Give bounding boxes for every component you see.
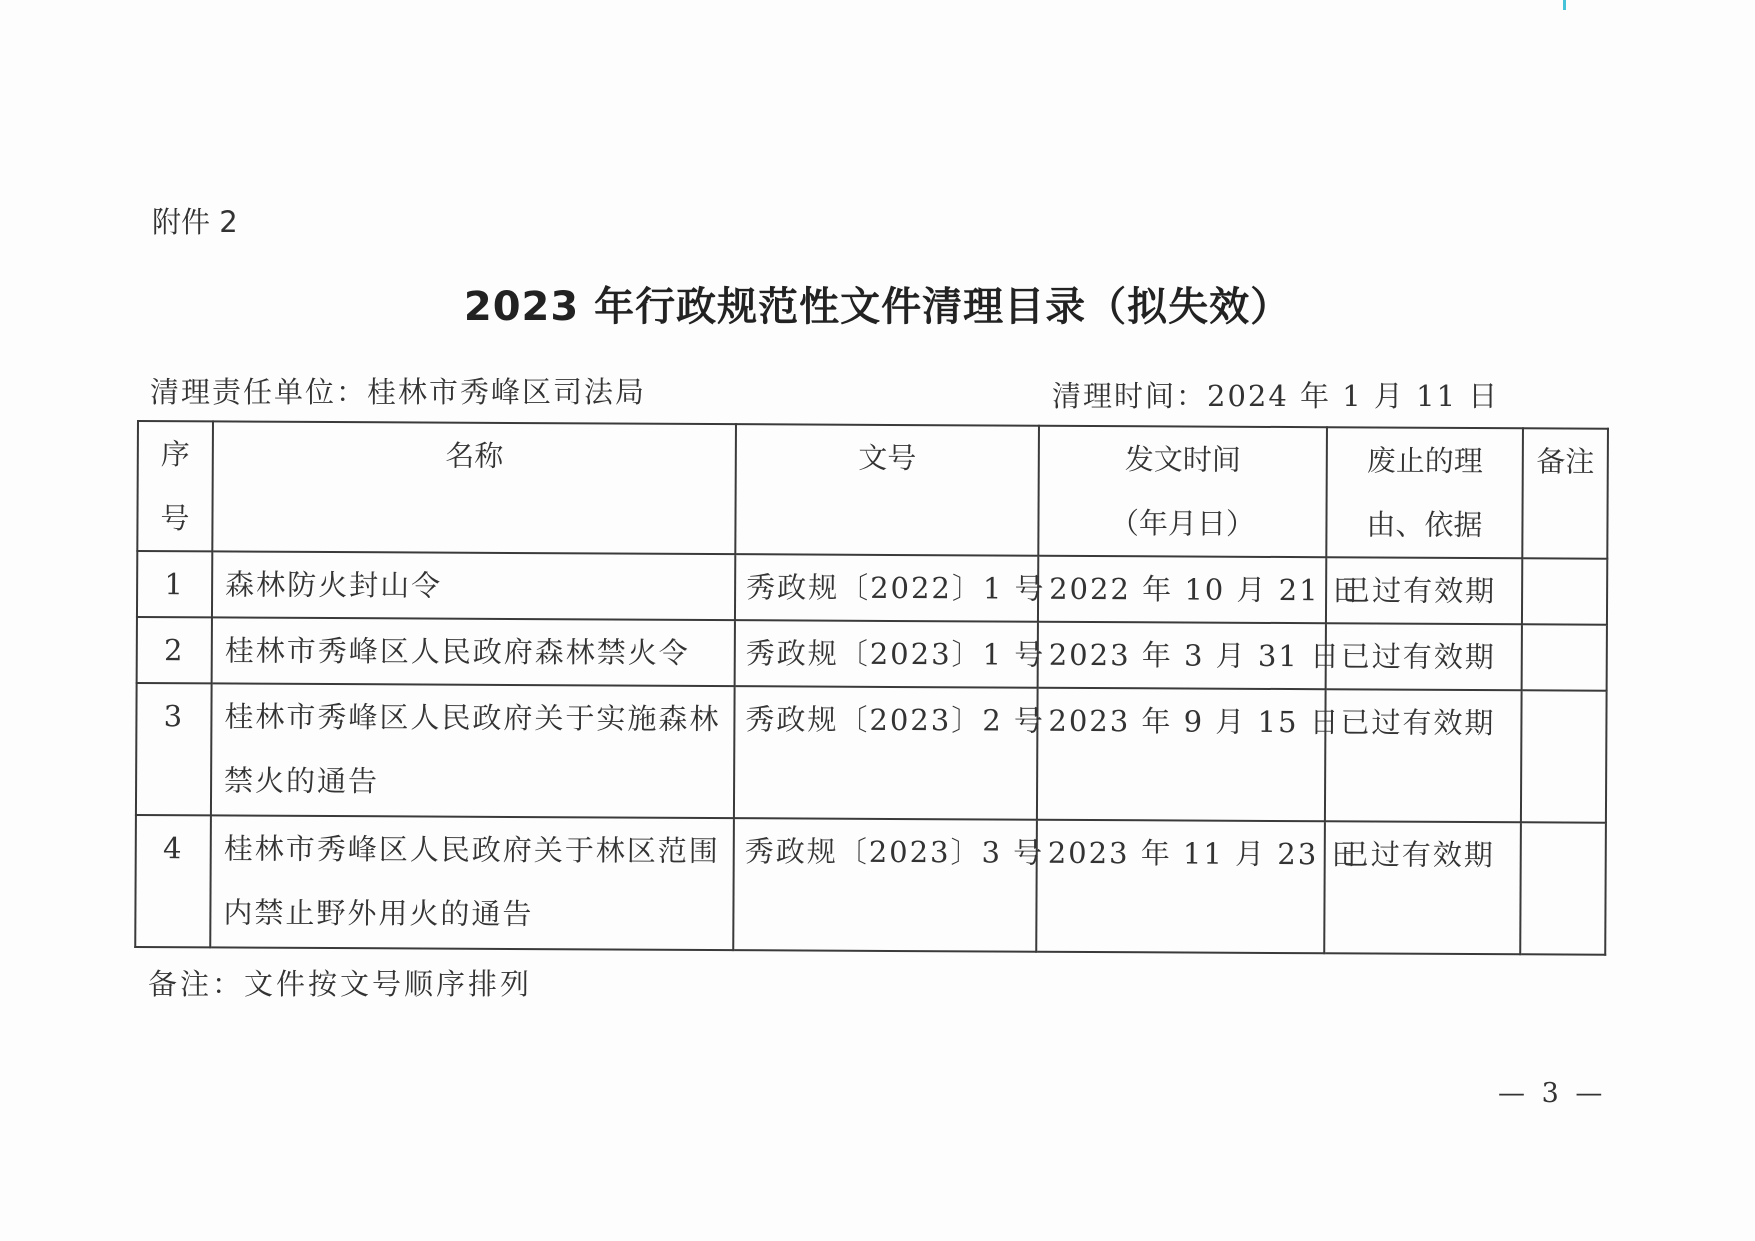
scan-edge-mark — [1563, 0, 1566, 10]
cell-issue-date: 2023 年 9 月 15 日 — [1037, 688, 1326, 822]
header-reason-line1: 废止的理 — [1366, 443, 1483, 479]
cell-no: 1 — [137, 551, 212, 617]
document-title: 2023 年行政规范性文件清理目录（拟失效） — [463, 284, 1292, 330]
header-doc-number-label: 文号 — [858, 440, 917, 476]
cell-doc-number: 秀政规〔2022〕1 号 — [735, 554, 1038, 622]
header-no-line2: 号 — [160, 501, 190, 536]
cell-name: 森林防火封山令 — [212, 551, 735, 620]
table-header-row — [137, 421, 1608, 559]
page-number: — 3 — — [1498, 1078, 1607, 1109]
table-row — [137, 617, 1607, 691]
cell-issue-date: 2022 年 10 月 21 日 — [1038, 556, 1326, 624]
cell-remark — [1521, 690, 1607, 822]
cell-doc-number: 秀政规〔2023〕1 号 — [735, 620, 1038, 688]
header-no — [137, 421, 213, 551]
table-row — [137, 551, 1607, 625]
cleanup-date: 清理时间：2024 年 1 月 11 日 — [1052, 379, 1500, 413]
cell-reason: 已过有效期 — [1326, 557, 1522, 624]
header-no-line1: 序 — [160, 437, 190, 472]
header-name — [212, 421, 736, 554]
header-reason — [1326, 427, 1523, 558]
cell-doc-number: 秀政规〔2023〕3 号 — [733, 818, 1037, 952]
header-doc-number — [735, 424, 1039, 556]
header-remark — [1522, 428, 1608, 558]
cell-no: 2 — [137, 617, 212, 683]
header-issue-date-line2: （年月日） — [1109, 506, 1256, 541]
cell-reason: 已过有效期 — [1326, 623, 1522, 690]
cell-name: 桂林市秀峰区人民政府关于实施森林禁火的通告 — [211, 683, 735, 818]
header-issue-date — [1038, 426, 1327, 558]
cell-name: 桂林市秀峰区人民政府关于林区范围内禁止野外用火的通告 — [210, 815, 734, 950]
table-row — [136, 683, 1607, 823]
cell-reason: 已过有效期 — [1324, 821, 1521, 954]
cell-issue-date: 2023 年 11 月 23 日 — [1036, 820, 1325, 954]
header-reason-line2: 由、依据 — [1366, 507, 1483, 543]
footnote: 备注：文件按文号顺序排列 — [148, 967, 533, 1001]
header-remark-label: 备注 — [1536, 444, 1595, 479]
responsible-unit: 清理责任单位：桂林市秀峰区司法局 — [150, 375, 647, 409]
table-row — [135, 815, 1606, 955]
cell-no: 4 — [135, 815, 211, 947]
cell-no: 3 — [136, 683, 212, 815]
cell-remark — [1522, 558, 1607, 624]
cell-remark — [1520, 822, 1606, 954]
cell-name: 桂林市秀峰区人民政府森林禁火令 — [212, 617, 735, 686]
attachment-label: 附件 2 — [152, 205, 238, 239]
cell-issue-date: 2023 年 3 月 31 日 — [1038, 622, 1326, 690]
cell-remark — [1522, 624, 1607, 690]
header-name-label: 名称 — [445, 438, 504, 473]
regulation-list-table — [134, 420, 1609, 956]
cell-doc-number: 秀政规〔2023〕2 号 — [734, 686, 1038, 820]
header-issue-date-line1: 发文时间 — [1124, 442, 1241, 477]
cell-reason: 已过有效期 — [1325, 689, 1522, 822]
